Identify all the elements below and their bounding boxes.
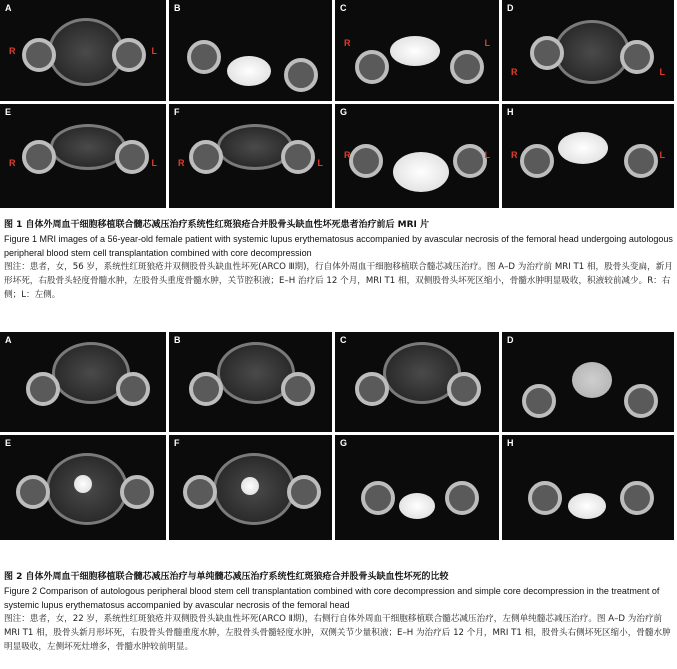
right-femoral-head bbox=[189, 140, 223, 174]
left-side-marker: L bbox=[151, 158, 157, 169]
figure1-panel-a bbox=[0, 0, 166, 101]
bladder-shape bbox=[572, 362, 612, 398]
panel-label: C bbox=[340, 3, 347, 13]
pelvis-shape bbox=[554, 20, 630, 84]
right-femoral-head bbox=[349, 144, 383, 178]
bladder-shape bbox=[558, 132, 608, 164]
left-side-marker: L bbox=[659, 66, 665, 77]
right-side-marker: R bbox=[511, 66, 518, 77]
right-side-marker: R bbox=[344, 149, 351, 160]
figure1-panel-c bbox=[335, 0, 499, 101]
bladder-shape bbox=[74, 475, 92, 493]
left-femoral-head bbox=[453, 144, 487, 178]
right-femoral-head bbox=[522, 384, 556, 418]
right-femoral-head bbox=[520, 144, 554, 178]
figure2-panel-f bbox=[169, 435, 332, 540]
right-femoral-head bbox=[528, 481, 562, 515]
panel-label: H bbox=[507, 438, 514, 448]
figure1-note: 图注：患者，女，56 岁，系统性红斑狼疮并双侧股骨头缺血性坏死(ARCO Ⅲ期)，行自体外周血干细胞移植联合髓芯减压治疗。图 A–D 为治疗前 MRI T1 相，股骨头变扁，新月形坏死，右股骨头轻度骨髓水肿，左股骨头重度骨髓水肿，关节腔积液；E–H 治疗后 12 个月，MRI T1 相，双侧股骨头坏死区缩小，骨髓水肿明显吸收，积液较前减少。R：右侧；L：左侧。 bbox=[4, 262, 673, 300]
left-femoral-head bbox=[284, 58, 318, 92]
right-side-marker: R bbox=[9, 158, 16, 169]
bladder-shape bbox=[241, 477, 259, 495]
panel-label: E bbox=[5, 438, 12, 448]
figure1-panel-f bbox=[169, 104, 332, 208]
right-femoral-head bbox=[22, 38, 56, 72]
figure2-panel-g bbox=[335, 435, 499, 540]
right-femoral-head bbox=[183, 475, 217, 509]
figure2-panel-d bbox=[502, 332, 674, 432]
panel-label: B bbox=[174, 3, 181, 13]
panel-label: G bbox=[340, 438, 348, 448]
left-side-marker: L bbox=[484, 149, 490, 160]
left-femoral-head bbox=[445, 481, 479, 515]
right-femoral-head bbox=[355, 372, 389, 406]
figure1-panel-g bbox=[335, 104, 499, 208]
figure2-panel-h bbox=[502, 435, 674, 540]
right-femoral-head bbox=[26, 372, 60, 406]
figure1-title-cn: 图 1 自体外周血干细胞移植联合髓芯减压治疗系统性红斑狼疮合并股骨头缺血性坏死患者治疗前后 MRI 片 bbox=[4, 220, 430, 230]
left-femoral-head bbox=[120, 475, 154, 509]
figure1-panel-h bbox=[502, 104, 674, 208]
left-femoral-head bbox=[620, 481, 654, 515]
figure2-image-grid bbox=[0, 332, 677, 540]
figure2-panel-c bbox=[335, 332, 499, 432]
figure2-panel-a bbox=[0, 332, 166, 432]
right-femoral-head bbox=[22, 140, 56, 174]
bladder-shape bbox=[390, 36, 440, 66]
right-femoral-head bbox=[16, 475, 50, 509]
left-femoral-head bbox=[624, 384, 658, 418]
left-femoral-head bbox=[112, 38, 146, 72]
left-femoral-head bbox=[447, 372, 481, 406]
figure1-title-en: Figure 1 MRI images of a 56-year-old female patient with systemic lupus erythematosus accompanied by avascular necrosis of the femoral head undergoing autologous peripheral blood stem cell transplantation combined with core decompression bbox=[4, 234, 673, 258]
panel-label: G bbox=[340, 107, 348, 117]
right-femoral-head bbox=[530, 36, 564, 70]
bladder-shape bbox=[399, 493, 435, 519]
panel-label: D bbox=[507, 3, 514, 13]
panel-label: F bbox=[174, 107, 180, 117]
left-side-marker: L bbox=[484, 38, 490, 49]
panel-label: C bbox=[340, 335, 347, 345]
figure2-title-cn: 图 2 自体外周血干细胞移植联合髓芯减压治疗与单纯髓芯减压治疗系统性红斑狼疮合并股骨头缺血性坏死的比较 bbox=[4, 572, 449, 582]
figure1-image-grid bbox=[0, 0, 677, 208]
panel-label: E bbox=[5, 107, 12, 117]
panel-label: A bbox=[5, 335, 12, 345]
figure2-panel-b bbox=[169, 332, 332, 432]
left-femoral-head bbox=[116, 372, 150, 406]
bladder-shape bbox=[568, 493, 606, 519]
figure1-panel-b bbox=[169, 0, 332, 101]
left-femoral-head bbox=[287, 475, 321, 509]
figure1-caption bbox=[4, 218, 673, 302]
right-side-marker: R bbox=[178, 158, 185, 169]
figure2-title-en: Figure 2 Comparison of autologous peripheral blood stem cell transplantation combined with core decompression and simple core decompression in the treatment of systemic lupus erythematosus accompanied by avascular necrosis of the femoral head bbox=[4, 586, 660, 610]
panel-label: H bbox=[507, 107, 514, 117]
panel-label: D bbox=[507, 335, 514, 345]
right-femoral-head bbox=[187, 40, 221, 74]
left-side-marker: L bbox=[151, 46, 157, 57]
right-femoral-head bbox=[189, 372, 223, 406]
figure1-panel-e bbox=[0, 104, 166, 208]
figure2-note: 图注：患者，女，22 岁，系统性红斑狼疮并双侧股骨头缺血性坏死(ARCO Ⅱ期)，右侧行自体外周血干细胞移植联合髓芯减压治疗，左侧单纯髓芯减压治疗。图 A–D 为治疗前 MRI T1 相，股骨头新月形坏死，右股骨头骨髓重度水肿，左股骨头骨髓轻度水肿，双侧关节少量积液；E–H 为治疗后 12 个月，MRI T1 相，股骨头右侧坏死区缩小，骨髓水肿明显吸收，左侧坏死灶增多，骨髓水肿较前明显。 bbox=[4, 614, 671, 652]
bladder-shape bbox=[227, 56, 271, 86]
left-side-marker: L bbox=[317, 158, 323, 169]
figure1-panel-d bbox=[502, 0, 674, 101]
left-femoral-head bbox=[281, 372, 315, 406]
left-femoral-head bbox=[624, 144, 658, 178]
panel-label: A bbox=[5, 3, 12, 13]
figure2-panel-e bbox=[0, 435, 166, 540]
left-femoral-head bbox=[281, 140, 315, 174]
right-side-marker: R bbox=[344, 38, 351, 49]
left-side-marker: L bbox=[659, 149, 665, 160]
right-side-marker: R bbox=[511, 149, 518, 160]
right-femoral-head bbox=[361, 481, 395, 515]
right-side-marker: R bbox=[9, 46, 16, 57]
left-femoral-head bbox=[115, 140, 149, 174]
panel-label: F bbox=[174, 438, 180, 448]
left-femoral-head bbox=[450, 50, 484, 84]
pelvis-shape bbox=[50, 124, 126, 170]
panel-label: B bbox=[174, 335, 181, 345]
left-femoral-head bbox=[620, 40, 654, 74]
right-femoral-head bbox=[355, 50, 389, 84]
figure2-caption bbox=[4, 570, 673, 654]
bladder-shape bbox=[393, 152, 449, 192]
